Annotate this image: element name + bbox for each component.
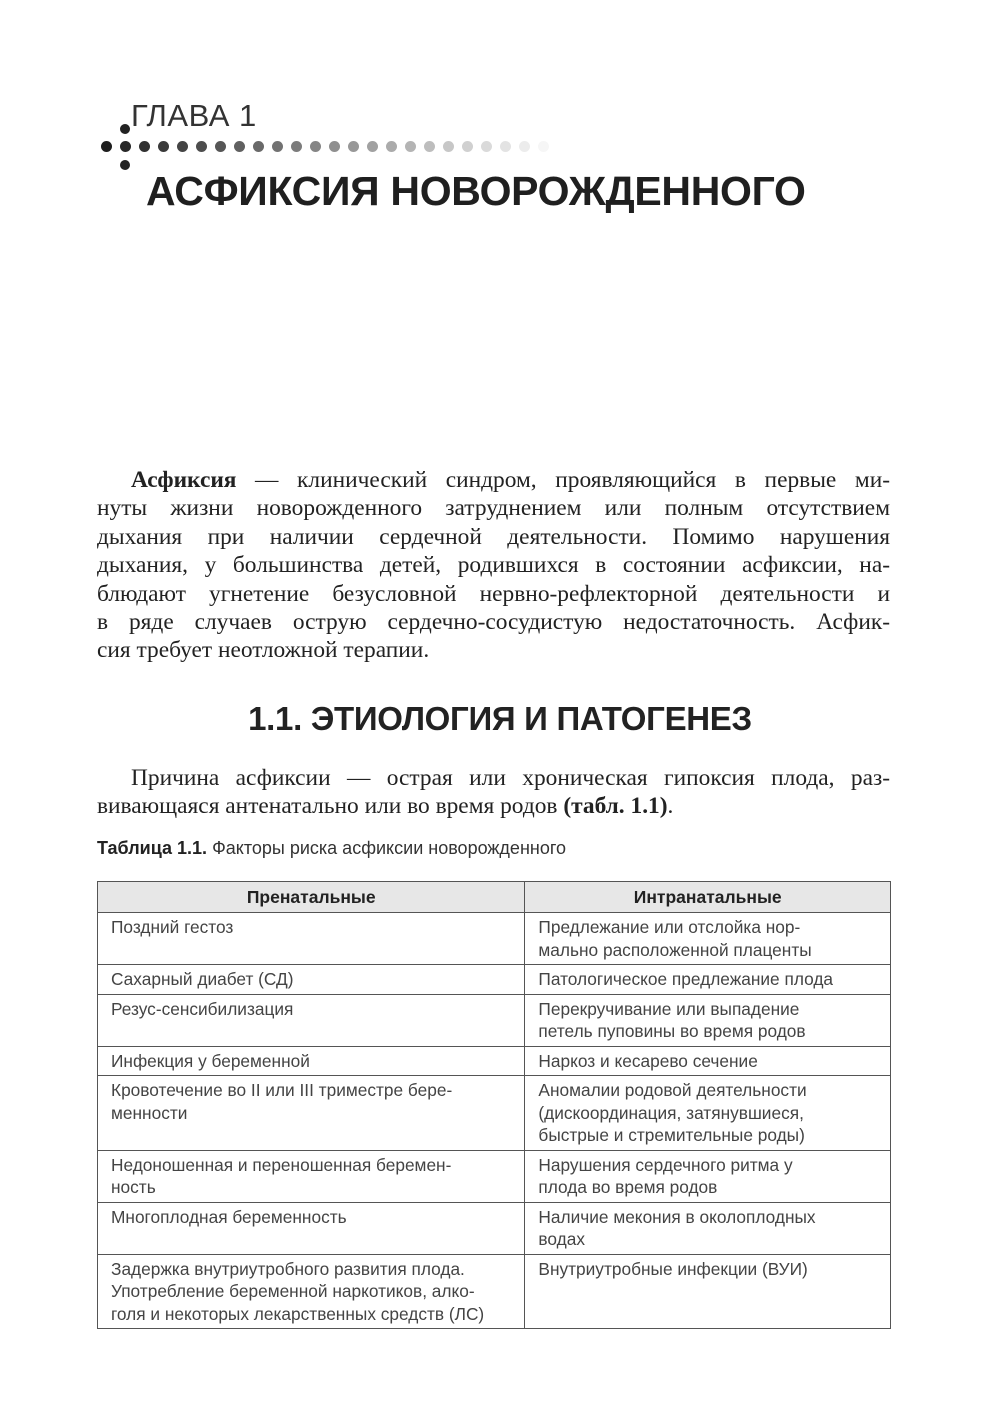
cell-line: Аномалии родовой деятельности — [538, 1080, 807, 1100]
section-line: вивающаяся антенатально или во время родов (табл. 1.1). — [97, 793, 674, 820]
table-header-row — [98, 882, 891, 913]
decor-dot-bottom — [120, 160, 130, 170]
decor-dot — [424, 141, 435, 152]
cell-line: быстрые и стремительные роды) — [538, 1125, 805, 1145]
table-row — [98, 1202, 891, 1254]
decor-dot — [481, 141, 492, 152]
section-paragraph — [97, 764, 890, 821]
section-title: 1.1. ЭТИОЛОГИЯ И ПАТОГЕНЕЗ — [248, 700, 752, 737]
table-row — [98, 1076, 891, 1151]
cell-line: Наличие мекония в околоплодных — [538, 1206, 816, 1227]
decor-dot — [196, 141, 207, 152]
table-caption — [97, 838, 566, 859]
decor-dot — [215, 141, 226, 152]
cell-prenatal — [98, 1254, 525, 1329]
decor-dot-row — [101, 141, 601, 153]
cell-line: Употребление беременной наркотиков, алко- — [111, 1281, 475, 1301]
cell-line: голя и некоторых лекарственных средств (ЛС) — [111, 1303, 485, 1324]
cell-prenatal — [98, 965, 525, 995]
header-prenatal: Пренатальные — [98, 882, 525, 913]
risk-factors-table — [97, 881, 891, 1329]
cell-intranatal — [525, 965, 891, 995]
table-row — [98, 1046, 891, 1076]
table-row — [98, 965, 891, 995]
cell-line: Сахарный диабет (СД) — [111, 969, 294, 989]
cell-intranatal — [525, 1254, 891, 1329]
decor-dot — [177, 141, 188, 152]
decor-dot — [120, 141, 131, 152]
cell-line: Перекручивание или выпадение — [538, 998, 800, 1019]
table-reference: (табл. 1.1) — [563, 793, 668, 820]
intro-line: в ряде случаев острую сердечно-сосудистую недостаточность. Асфик- — [97, 609, 890, 636]
decor-dot — [462, 141, 473, 152]
decor-dot — [500, 141, 511, 152]
cell-line: Патологическое предлежание плода — [538, 969, 834, 989]
cell-intranatal — [525, 1076, 891, 1151]
cell-intranatal — [525, 913, 891, 965]
chapter-title: АСФИКСИЯ НОВОРОЖДЕННОГО — [146, 168, 806, 214]
cell-line: Недоношенная и переношенная беремен- — [111, 1154, 452, 1175]
cell-line: ность — [111, 1177, 156, 1197]
table-row — [98, 1254, 891, 1329]
cell-line: Кровотечение во II или III триместре бере- — [111, 1080, 453, 1100]
decor-dot — [329, 141, 340, 152]
cell-intranatal — [525, 994, 891, 1046]
intro-line: Асфиксия — клинический синдром, проявляющийся в первые ми- — [131, 467, 890, 493]
decor-dot — [234, 141, 245, 152]
decor-dot — [557, 141, 568, 152]
table-caption-label: Таблица 1.1. — [97, 838, 208, 858]
decor-dot — [291, 141, 302, 152]
decor-dot — [405, 141, 416, 152]
cell-line: менности — [111, 1102, 188, 1123]
cell-line: мально расположенной плаценты — [538, 939, 812, 960]
cell-intranatal — [525, 1046, 891, 1076]
decor-dot — [272, 141, 283, 152]
table-row — [98, 994, 891, 1046]
decor-dot — [519, 141, 530, 152]
decor-dot — [139, 141, 150, 152]
cell-intranatal — [525, 1202, 891, 1254]
cell-line: Задержка внутриутробного развития плода. — [111, 1258, 465, 1279]
decor-dot — [443, 141, 454, 152]
cell-line: Резус-сенсибилизация — [111, 998, 294, 1019]
cell-prenatal — [98, 994, 525, 1046]
cell-line: Поздний гестоз — [111, 917, 234, 937]
decor-dot — [158, 141, 169, 152]
decor-dot — [386, 141, 397, 152]
table-row — [98, 1150, 891, 1202]
cell-line: Многоплодная беременность — [111, 1206, 347, 1227]
decor-dot — [310, 141, 321, 152]
decor-dot — [538, 141, 549, 152]
table-row — [98, 913, 891, 965]
cell-prenatal — [98, 1046, 525, 1076]
decor-dot — [348, 141, 359, 152]
section-line: Причина асфиксии — острая или хроническая гипоксия плода, раз- — [131, 765, 890, 791]
decor-dot-top — [120, 124, 130, 134]
cell-prenatal — [98, 1076, 525, 1151]
cell-line: Предлежание или отслойка нор- — [538, 917, 801, 937]
intro-line: дыхания, у большинства детей, родившихся в состоянии асфиксии, на- — [97, 552, 890, 579]
cell-line: Нарушения сердечного ритма у — [538, 1154, 793, 1175]
cell-line: водах — [538, 1229, 585, 1249]
cell-line: Внутриутробные инфекции (ВУИ) — [538, 1258, 808, 1279]
decor-dot — [367, 141, 378, 152]
intro-line: блюдают угнетение безусловной нервно-рефлекторной деятельности и — [97, 580, 890, 607]
cell-line: плода во время родов — [538, 1177, 718, 1197]
intro-term: Асфиксия — [131, 467, 237, 493]
cell-line: Инфекция у беременной — [111, 1050, 310, 1071]
cell-prenatal — [98, 1202, 525, 1254]
table-caption-text: Факторы риска асфиксии новорожденного — [207, 838, 567, 858]
cell-intranatal — [525, 1150, 891, 1202]
intro-line: сия требует неотложной терапии. — [97, 637, 430, 664]
intro-line: нуты жизни новорожденного затруднением или полным отсутствием — [97, 495, 890, 522]
chapter-label: ГЛАВА 1 — [131, 98, 257, 133]
header-intranatal: Интранатальные — [525, 882, 891, 913]
intro-paragraph — [97, 466, 890, 665]
decor-dot — [253, 141, 264, 152]
cell-line: Наркоз и кесарево сечение — [538, 1050, 758, 1071]
decor-dot — [101, 141, 112, 152]
cell-prenatal — [98, 913, 525, 965]
cell-line: (дискоординация, затянувшиеся, — [538, 1102, 804, 1123]
cell-prenatal — [98, 1150, 525, 1202]
cell-line: петель пуповины во время родов — [538, 1021, 806, 1041]
table-body — [98, 913, 891, 1329]
intro-line: дыхания при наличии сердечной деятельности. Помимо нарушения — [97, 523, 890, 550]
